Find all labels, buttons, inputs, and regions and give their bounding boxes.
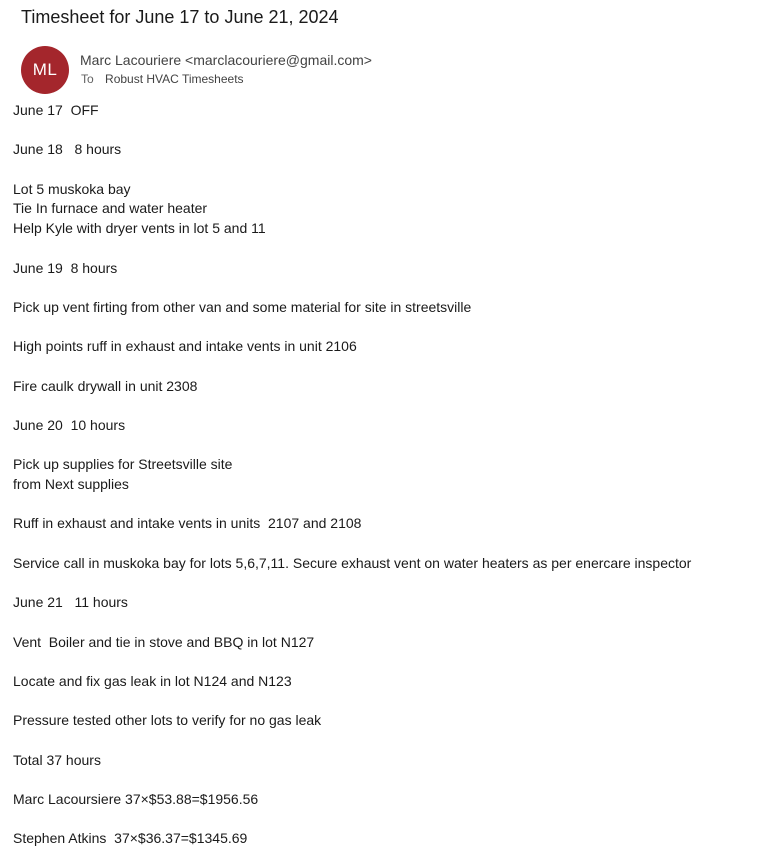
sender-name-email[interactable]: Marc Lacouriere <marclacouriere@gmail.com> <box>80 52 372 68</box>
email-body-line <box>13 495 758 515</box>
email-body-line <box>13 731 758 751</box>
email-body-line <box>13 239 758 259</box>
email-body-line: June 17 OFF <box>13 102 99 118</box>
email-body-line <box>13 357 758 377</box>
email-body-line: Locate and fix gas leak in lot N124 and N123 <box>13 672 292 689</box>
email-subject: Timesheet for June 17 to June 21, 2024 <box>21 7 339 27</box>
email-body-line <box>13 121 758 141</box>
email-body-line: Pressure tested other lots to verify for no gas leak <box>13 712 322 729</box>
email-body-line: June 20 10 hours <box>13 417 126 433</box>
email-body-line: Total 37 hours <box>13 751 101 768</box>
email-body-line <box>13 436 758 456</box>
email-body-line: High points ruff in exhaust and intake vents in unit 2106 <box>13 338 357 355</box>
email-body-line <box>13 810 758 830</box>
email-body-line <box>13 396 758 416</box>
email-body-line: Marc Lacoursiere 37×$53.88=$1956.56 <box>13 791 259 808</box>
recipient-name[interactable]: Robust HVAC Timesheets <box>105 72 244 86</box>
email-body-line <box>13 613 758 633</box>
email-body-line: Ruff in exhaust and intake vents in units 2107 and 2108 <box>13 515 362 532</box>
email-body-line: Lot 5 muskoka bay <box>13 180 131 197</box>
email-body-line <box>13 534 758 554</box>
email-body-line: Help Kyle with dryer vents in lot 5 and 11 <box>13 220 266 237</box>
email-body-line <box>13 160 758 180</box>
email-body-line: June 18 8 hours <box>13 141 122 158</box>
email-body-line: from Next supplies <box>13 476 129 493</box>
avatar-initials: ML <box>32 60 58 79</box>
email-body-line: Pick up vent firting from other van and some material for site in streetsville <box>13 298 472 315</box>
to-label: To <box>81 72 94 86</box>
email-body-line <box>13 692 758 712</box>
email-body-line <box>13 278 758 298</box>
recipient-row <box>81 72 244 86</box>
email-body-line <box>13 652 758 672</box>
email-body-line <box>13 770 758 790</box>
email-body-line <box>13 318 758 338</box>
email-body-line: Vent Boiler and tie in stove and BBQ in lot N127 <box>13 633 315 650</box>
email-body-line: June 19 8 hours <box>13 259 118 276</box>
email-body-line: Service call in muskoka bay for lots 5,6,7,11. Secure exhaust vent on water heaters as per enercare inspector <box>13 554 692 571</box>
email-body <box>13 101 758 849</box>
email-body-line <box>13 574 758 594</box>
email-body-line: Fire caulk drywall in unit 2308 <box>13 377 198 394</box>
sender-avatar[interactable] <box>21 46 69 94</box>
email-body-line: Stephen Atkins 37×$36.37=$1345.69 <box>13 830 248 847</box>
email-body-line: Tie In furnace and water heater <box>13 200 208 217</box>
email-body-line: June 21 11 hours <box>13 594 128 611</box>
email-body-line: Pick up supplies for Streetsville site <box>13 456 233 473</box>
